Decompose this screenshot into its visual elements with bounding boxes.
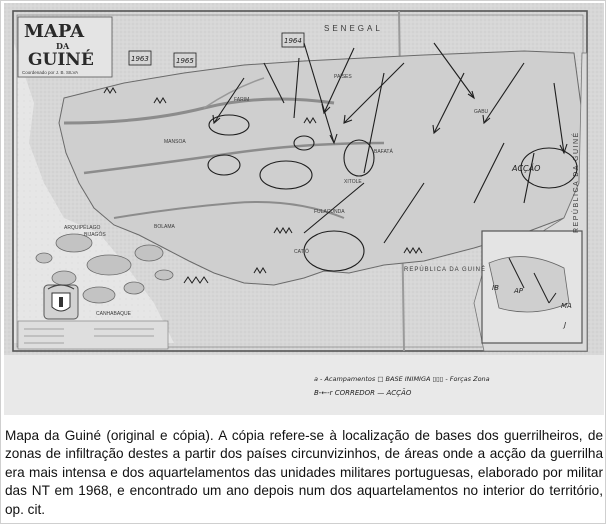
region-label: FULACUNDA — [314, 209, 345, 215]
region-label: BAFATÁ — [374, 149, 393, 155]
map-credit: Coordenado por J. B. SILVA — [22, 70, 79, 75]
region-label: CATIÓ — [294, 249, 309, 255]
coat-of-arms — [44, 285, 78, 319]
handwritten-marker: 1964 — [284, 37, 302, 45]
handwritten-marker: AP — [514, 287, 524, 295]
label-senegal: SENEGAL — [324, 24, 383, 33]
handwritten-marker: 1965 — [176, 57, 194, 65]
map-title-mapa: MAPA — [24, 21, 85, 42]
region-label: PAÍSES — [334, 74, 352, 80]
photo-bottom-band — [4, 355, 604, 415]
region-label: FARIM — [234, 97, 250, 103]
map-title-guine: GUINÉ — [28, 50, 94, 70]
map-legend-box — [18, 321, 168, 349]
map-title-da: DA — [56, 41, 70, 51]
handwritten-marker: MA — [561, 302, 572, 310]
region-label: XITOLE — [344, 179, 362, 185]
label-republica-guine: REPÚBLICA DA GUINÉ — [404, 267, 487, 273]
region-label: CANHABAQUE — [96, 311, 132, 317]
guine-map-photo — [4, 3, 604, 415]
region-label: GABU — [474, 109, 489, 115]
handwritten-marker: IB — [492, 284, 499, 292]
handwritten-marker: 1963 — [131, 55, 149, 63]
label-republica-guine-vertical: REPÚBLICA DA GUINÉ — [573, 131, 580, 233]
region-label: BIJAGÓS — [84, 232, 106, 238]
handwritten-marker: ACÇÃO — [512, 164, 541, 173]
handwritten-marker: J — [564, 321, 567, 329]
region-label: MANSOA — [164, 139, 186, 145]
handwritten-legend-line1: a - Acampamentos □ BASE INIMIGA ▯▯▯ - Forças Zona — [314, 375, 490, 383]
region-label: BOLAMA — [154, 224, 175, 230]
handwritten-legend-line2: B-←-r CORREDOR — ACÇÃO — [314, 389, 412, 397]
region-label: ARQUIPÉLAGO — [64, 225, 101, 231]
figure-caption: Mapa da Guiné (original e cópia). A cópia refere-se à localização de bases dos guerrilheiros, de zonas de infiltração destes a partir dos países circunvizinhos, de áreas onde a acção da guerrilha era mais intensa e dos aquartelamentos das unidades militares portuguesas, elaborado por militar das NT em 1968, e encontrado um ano depois num dos aquartelamentos no interior do território, op. cit. — [5, 428, 603, 517]
